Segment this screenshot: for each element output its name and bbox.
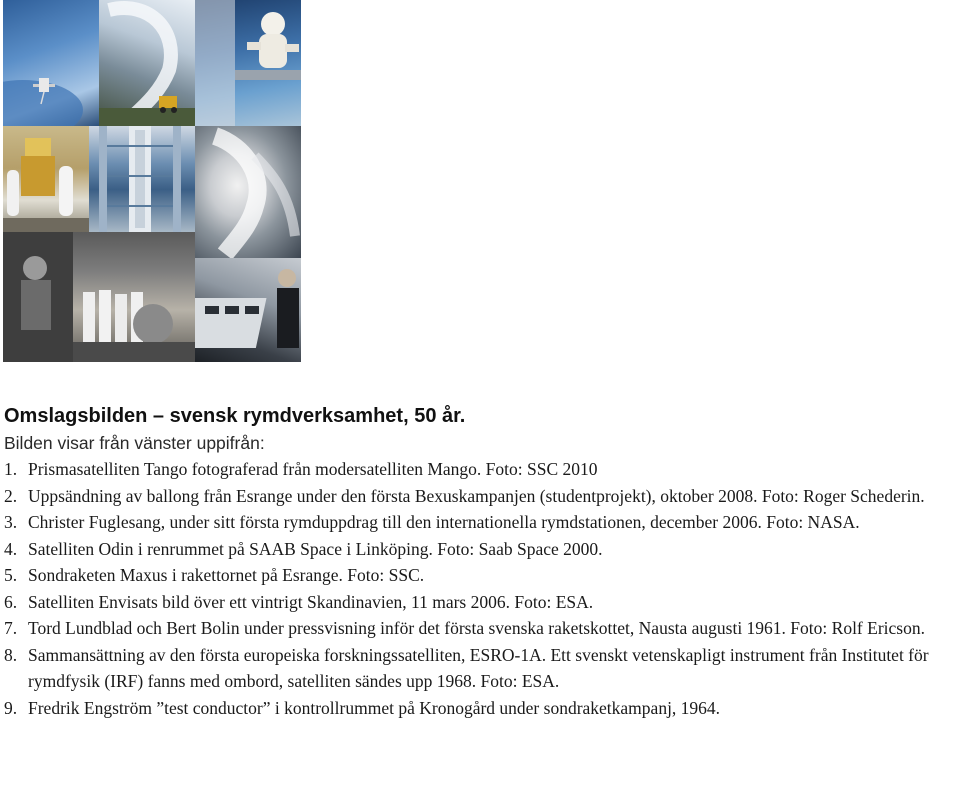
- caption-item: [4, 509, 960, 536]
- caption-item-text: Fredrik Engström ”test conductor” i kontrollrummet på Kronogård under sondraketkampanj, 1964.: [28, 697, 721, 718]
- caption-title: Omslagsbilden – svensk rymdverksamhet, 50 år.: [4, 405, 466, 427]
- caption-item-number: 4.: [4, 538, 18, 559]
- caption-item-text: Christer Fuglesang, under sitt första rymduppdrag till den internationella rymdstationen, december 2006. Foto: NASA.: [28, 512, 860, 532]
- caption-item-number: 1.: [4, 459, 18, 479]
- cover-photo-collage: [3, 0, 301, 362]
- balloon-launch-photo: [99, 0, 195, 126]
- caption-item-number: 6.: [4, 591, 18, 612]
- caption-intro: Bilden visar från vänster uppifrån:: [4, 433, 265, 453]
- satellite-in-space-photo: [3, 0, 99, 126]
- caption-item: [4, 562, 960, 589]
- caption-item-number: 5.: [4, 565, 18, 585]
- caption-item: [4, 483, 960, 510]
- caption-item: [4, 615, 960, 642]
- caption-item: [4, 536, 960, 563]
- caption-item-text: Prismasatelliten Tango fotograferad från modersatelliten Mango. Foto: SSC 2010: [28, 459, 598, 479]
- cover-caption: [4, 404, 960, 721]
- caption-item: [4, 589, 960, 616]
- caption-item-text: Sammansättning av den första europeiska forskningssatelliten, ESRO-1A. Ett svenskt vetenskapligt instrument från Institutet för rymdfysik (IRF) fanns med ombord, satelliten sändes upp 1968. Foto: ESA.: [28, 644, 929, 691]
- control-room-photo: [195, 258, 301, 362]
- envisat-scandinavia-photo: [195, 126, 301, 258]
- caption-item-number: 7.: [4, 618, 18, 638]
- caption-item-text: Satelliten Envisats bild över ett vintrigt Skandinavien, 11 mars 2006. Foto: ESA.: [28, 591, 594, 612]
- caption-list: [4, 456, 960, 721]
- caption-item-text: Sondraketen Maxus i rakettornet på Esrange. Foto: SSC.: [28, 565, 425, 585]
- rocket-tower-photo: [89, 126, 195, 232]
- caption-item-number: 8.: [4, 644, 18, 665]
- caption-item-text: Uppsändning av ballong från Esrange under den första Bexuskampanjen (studentprojekt), oktober 2008. Foto: Roger Schederin.: [28, 485, 925, 506]
- caption-item-number: 9.: [4, 697, 18, 718]
- caption-item-text: Tord Lundblad och Bert Bolin under pressvisning inför det första svenska raketskottet, Nausta augusti 1961. Foto: Rolf Ericson.: [28, 618, 925, 638]
- cleanroom-satellite-photo: [3, 126, 89, 232]
- astronaut-spacewalk-photo: [195, 0, 301, 126]
- press-viewing-rocket-photo: [3, 232, 195, 362]
- caption-item-number: 3.: [4, 512, 18, 532]
- caption-item: [4, 642, 960, 695]
- caption-item: [4, 456, 960, 483]
- caption-item: [4, 695, 960, 722]
- caption-item-number: 2.: [4, 485, 18, 506]
- caption-item-text: Satelliten Odin i renrummet på SAAB Space i Linköping. Foto: Saab Space 2000.: [28, 538, 603, 559]
